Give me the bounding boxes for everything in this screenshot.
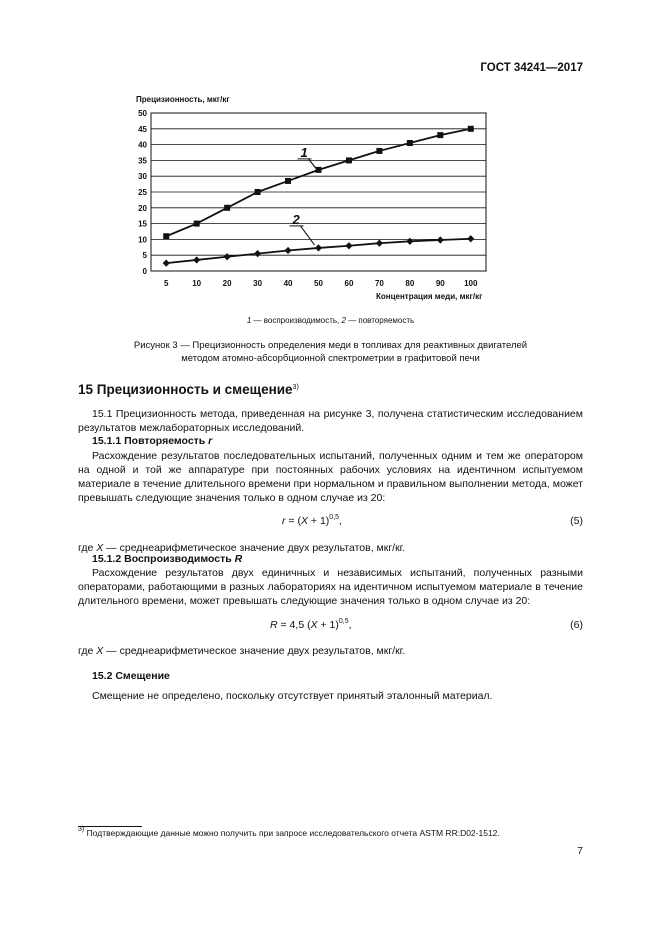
- y-tick-15: 15: [138, 219, 147, 229]
- point-s2-100: [467, 235, 474, 242]
- figure-legend: [0, 316, 661, 325]
- formula-6-exponent: 0,5: [338, 618, 349, 625]
- formula-5-number: (5): [570, 515, 583, 527]
- footnote-text: Подтверждающие данные можно получить при запросе исследовательского отчета ASTM RR:D02-1512.: [84, 828, 500, 838]
- point-s1-10: [194, 221, 200, 227]
- point-s1-5: [163, 233, 169, 239]
- where-clause-2: [78, 644, 583, 658]
- y-tick-45: 45: [138, 124, 147, 134]
- y-tick-50: 50: [138, 109, 147, 118]
- x-tick-100: 100: [464, 279, 478, 288]
- heading-15-1-2: [92, 553, 242, 565]
- formula-6-number: (6): [570, 619, 583, 631]
- where-symbol-2: X: [96, 645, 104, 657]
- where-text-2: — среднеарифметическое значение двух результатов, мкг/кг.: [103, 645, 406, 657]
- x-axis-label: Концентрация меди, мкг/кг: [376, 292, 483, 301]
- formula-6-x: X: [310, 619, 318, 631]
- paragraph-15-2: Смещение не определено, поскольку отсутствует принятый эталонный материал.: [92, 690, 493, 702]
- y-axis-label: Прецизионность, мкг/кг: [136, 95, 230, 104]
- y-tick-20: 20: [138, 203, 147, 213]
- paragraph-15-1-2: Расхождение результатов двух единичных и независимых испытаний, полученных разными операторами, работающими в разных лабораториях на идентичном испытуемом материале в течение длительного времени, может превышать следующие значения только в одном случае из 20:: [78, 567, 583, 607]
- point-s2-70: [376, 240, 383, 247]
- y-tick-labels: [138, 109, 147, 276]
- chart-annotations: [290, 145, 316, 245]
- x-tick-60: 60: [344, 279, 354, 288]
- y-tick-0: 0: [142, 267, 147, 276]
- x-tick-labels: [164, 279, 478, 288]
- heading-footnote-mark: 3): [292, 384, 299, 391]
- y-tick-5: 5: [142, 251, 147, 261]
- legend-text-1: — воспроизводимость,: [251, 316, 342, 325]
- caption-line-1: Рисунок 3 — Прецизионность определения меди в топливах для реактивных двигателей: [133, 340, 528, 351]
- legend-number-2: 2: [341, 316, 346, 325]
- formula-6: [270, 619, 352, 631]
- annotation-label-1: 1: [300, 144, 308, 160]
- formula-5: [282, 515, 342, 527]
- point-s2-20: [224, 253, 231, 260]
- formula-5-lhs: r: [282, 515, 286, 527]
- formula-6-end: ,: [348, 619, 352, 631]
- where-text-1: — среднеарифметическое значение двух результатов, мкг/кг.: [103, 542, 406, 554]
- section-heading-text: 15 Прецизионность и смещение: [78, 382, 293, 397]
- y-tick-35: 35: [138, 156, 147, 166]
- point-s1-80: [407, 140, 413, 146]
- formula-5-exponent: 0,5: [329, 514, 340, 521]
- section-heading: [78, 382, 299, 397]
- footnote: [78, 828, 500, 838]
- page-number: 7: [577, 845, 583, 857]
- formula-5-end: ,: [339, 515, 342, 527]
- x-tick-10: 10: [192, 279, 202, 288]
- formula-5-rest: + 1): [307, 515, 330, 527]
- x-tick-30: 30: [253, 279, 263, 288]
- y-tick-40: 40: [138, 140, 147, 150]
- point-s1-100: [468, 126, 474, 132]
- heading-15-1-1-text: 15.1.1 Повторяемость: [92, 435, 209, 447]
- x-tick-5: 5: [164, 279, 169, 288]
- x-tick-50: 50: [314, 279, 323, 288]
- heading-15-1-1: [92, 435, 212, 447]
- repeatability-symbol: r: [208, 435, 213, 447]
- point-s1-60: [346, 157, 352, 163]
- legend-text-2: — повторяемость: [345, 316, 415, 325]
- heading-15-1-2-text: 15.1.2 Воспроизводимость: [92, 553, 235, 565]
- point-s2-40: [284, 247, 291, 254]
- precision-chart: [0, 0, 661, 320]
- formula-5-x: X: [300, 515, 308, 527]
- point-s2-80: [406, 238, 413, 245]
- y-tick-25: 25: [138, 188, 147, 197]
- point-s2-60: [345, 242, 352, 249]
- footnote-divider: [78, 826, 142, 827]
- formula-6-lhs: R: [270, 619, 278, 631]
- formula-6-rest: + 1): [317, 619, 339, 631]
- paragraph-15-1: 15.1 Прецизионность метода, приведенная на рисунке 3, получена статистическим исследованием результатов межлабораторных исследований.: [78, 408, 583, 434]
- y-tick-10: 10: [138, 235, 147, 245]
- x-tick-80: 80: [405, 279, 415, 288]
- point-s1-30: [255, 189, 261, 195]
- formula-5-mid: = (: [285, 515, 301, 527]
- point-s2-90: [437, 236, 444, 243]
- x-tick-20: 20: [222, 279, 232, 288]
- point-s1-50: [316, 167, 322, 173]
- heading-15-2: 15.2 Смещение: [92, 670, 170, 682]
- chart-series: [163, 126, 475, 267]
- point-s1-70: [376, 148, 382, 154]
- annotation-leader-2: [301, 226, 315, 245]
- point-s2-50: [315, 244, 322, 251]
- point-s2-30: [254, 250, 261, 257]
- standard-number: ГОСТ 34241—2017: [480, 62, 583, 74]
- footnote-mark: 3): [78, 826, 85, 833]
- where-prefix-1: где: [78, 542, 97, 554]
- point-s1-40: [285, 178, 291, 184]
- where-symbol-1: X: [96, 542, 104, 554]
- point-s2-5: [163, 260, 170, 267]
- x-tick-70: 70: [374, 279, 384, 288]
- paragraph-15-1-1: Расхождение результатов последовательных испытаний, полученных одним и тем же оператором на одной и той же аппаратуре при постоянных рабочих условиях на идентичном испытуемом материале в течение длительного времени при нормальном и правильном выполнении метода, может превышать следующие значения только в одном случае из 20:: [78, 450, 583, 504]
- figure-caption: [0, 340, 661, 365]
- legend-number-1: 1: [246, 316, 252, 325]
- caption-line-2: методом атомно-абсорбционной спектрометрии в графитовой печи: [181, 352, 480, 364]
- reproducibility-symbol: R: [234, 553, 243, 565]
- point-s2-10: [193, 256, 200, 263]
- y-tick-30: 30: [138, 172, 147, 182]
- annotation-label-2: 2: [292, 211, 300, 227]
- x-tick-40: 40: [283, 279, 293, 288]
- point-s1-20: [224, 205, 230, 211]
- where-prefix-2: где: [78, 645, 97, 657]
- point-s1-90: [437, 132, 443, 138]
- formula-6-mid: = 4,5 (: [277, 619, 311, 631]
- x-tick-90: 90: [435, 279, 445, 288]
